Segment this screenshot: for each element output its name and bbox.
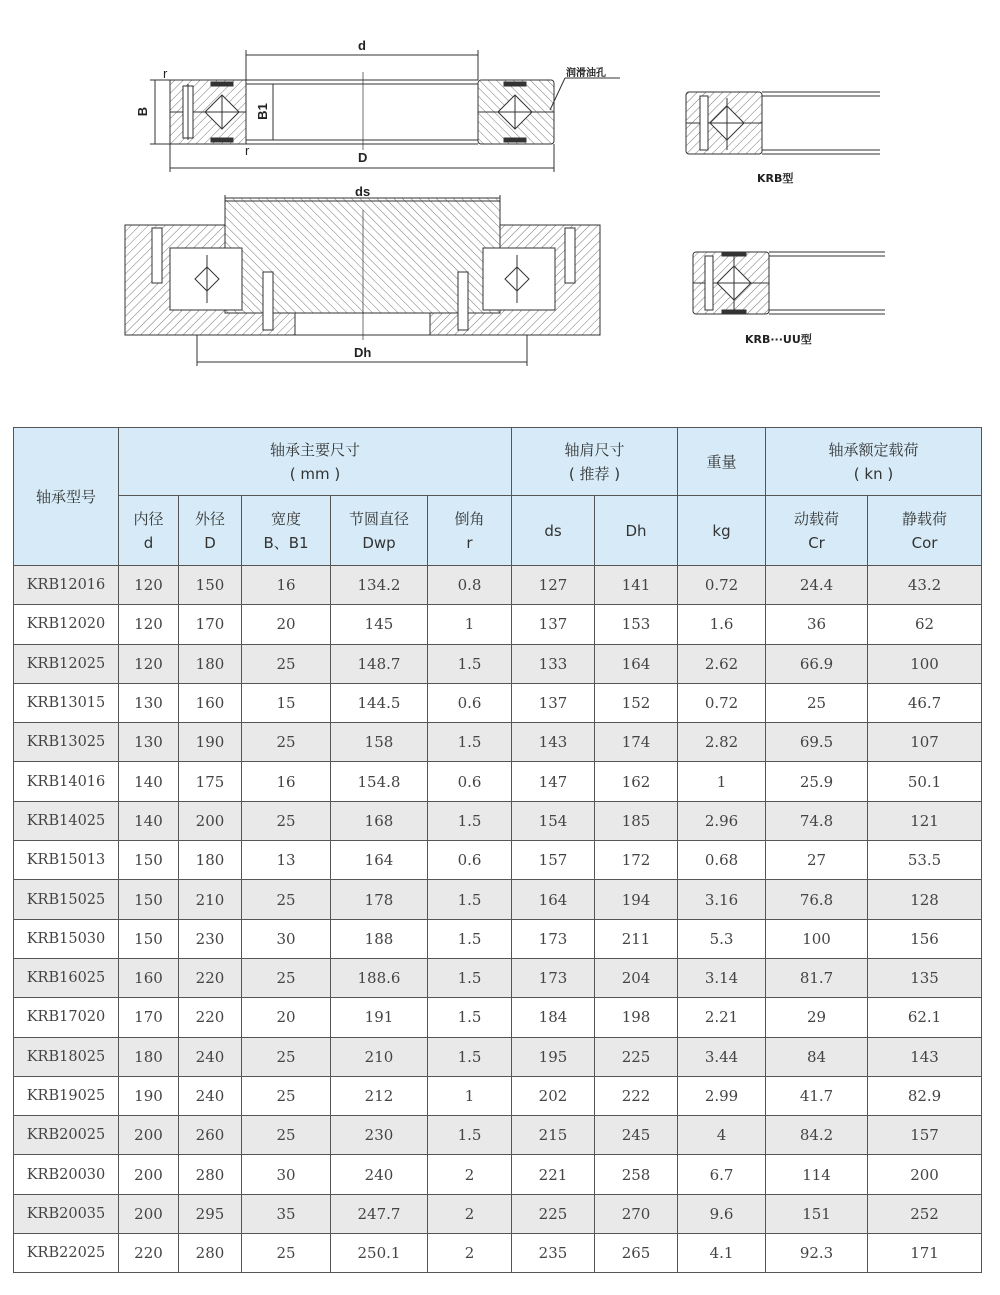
cell-pitch-dia: 148.7 [331,644,428,683]
cell-inner-dia: 120 [119,566,179,605]
cell-chamfer: 1 [428,1076,512,1115]
cell-width: 30 [242,919,331,958]
cell-pitch-dia: 247.7 [331,1194,428,1233]
cell-inner-dia: 150 [119,880,179,919]
cell-pitch-dia: 145 [331,605,428,644]
cell-weight: 4.1 [678,1234,766,1273]
cell-dh: 198 [595,998,678,1037]
cell-static-load: 143 [868,1037,982,1076]
cell-dh: 270 [595,1194,678,1233]
cell-weight: 1 [678,762,766,801]
cell-weight: 2.82 [678,723,766,762]
cell-width: 25 [242,1116,331,1155]
table-row [14,1076,982,1115]
cell-model: KRB16025 [14,958,119,997]
cell-inner-dia: 130 [119,723,179,762]
header-dynamic-load: 动载荷 Cr [766,496,868,566]
cell-ds: 137 [512,683,595,722]
table-row [14,801,982,840]
cell-static-load: 43.2 [868,566,982,605]
cell-outer-dia: 200 [179,801,242,840]
table-row [14,683,982,722]
cell-weight: 0.68 [678,841,766,880]
cell-width: 25 [242,723,331,762]
cell-width: 25 [242,1076,331,1115]
cell-model: KRB17020 [14,998,119,1037]
cell-outer-dia: 210 [179,880,242,919]
cell-dh: 194 [595,880,678,919]
table-row [14,1194,982,1233]
dim-label-B: B [135,106,151,117]
cell-static-load: 128 [868,880,982,919]
cell-ds: 184 [512,998,595,1037]
cell-dh: 153 [595,605,678,644]
cell-dh: 174 [595,723,678,762]
cell-chamfer: 1.5 [428,801,512,840]
header-width: 宽度 B、B1 [242,496,331,566]
cell-dynamic-load: 29 [766,998,868,1037]
cell-static-load: 50.1 [868,762,982,801]
cell-outer-dia: 280 [179,1155,242,1194]
cell-static-load: 107 [868,723,982,762]
cell-chamfer: 2 [428,1155,512,1194]
cell-dynamic-load: 151 [766,1194,868,1233]
cell-chamfer: 1.5 [428,1116,512,1155]
cell-pitch-dia: 178 [331,880,428,919]
cell-ds: 143 [512,723,595,762]
cell-inner-dia: 200 [119,1155,179,1194]
cell-dynamic-load: 92.3 [766,1234,868,1273]
cell-static-load: 53.5 [868,841,982,880]
cell-model: KRB22025 [14,1234,119,1273]
dim-label-B1: B1 [254,103,270,120]
cell-ds: 235 [512,1234,595,1273]
header-load: 轴承额定载荷 ( kn ) [766,428,982,496]
cell-pitch-dia: 164 [331,841,428,880]
table-row [14,958,982,997]
cell-dynamic-load: 74.8 [766,801,868,840]
cell-dynamic-load: 69.5 [766,723,868,762]
cell-inner-dia: 120 [119,605,179,644]
cell-dynamic-load: 66.9 [766,644,868,683]
cell-pitch-dia: 230 [331,1116,428,1155]
cell-inner-dia: 140 [119,762,179,801]
bearing-drawings [0,0,1000,400]
cell-chamfer: 0.6 [428,683,512,722]
cell-model: KRB12016 [14,566,119,605]
cell-model: KRB19025 [14,1076,119,1115]
cell-ds: 225 [512,1194,595,1233]
krb-uu-type-drawing [693,252,885,314]
dim-label-r-top: r [163,66,168,81]
table-row [14,1234,982,1273]
cell-model: KRB12020 [14,605,119,644]
cell-dynamic-load: 24.4 [766,566,868,605]
table-body [14,566,982,1273]
cell-width: 25 [242,644,331,683]
cell-outer-dia: 175 [179,762,242,801]
cell-dh: 164 [595,644,678,683]
cell-ds: 202 [512,1076,595,1115]
cell-weight: 3.14 [678,958,766,997]
cell-weight: 2.96 [678,801,766,840]
table-row [14,919,982,958]
cell-pitch-dia: 158 [331,723,428,762]
cell-pitch-dia: 250.1 [331,1234,428,1273]
table-row [14,841,982,880]
cell-width: 35 [242,1194,331,1233]
main-section-drawing [150,50,620,172]
cell-dh: 225 [595,1037,678,1076]
header-weight: 重量 [678,428,766,496]
cell-model: KRB13025 [14,723,119,762]
cell-outer-dia: 240 [179,1037,242,1076]
cell-chamfer: 1.5 [428,723,512,762]
cell-dh: 204 [595,958,678,997]
cell-width: 15 [242,683,331,722]
bearing-spec-table [13,427,982,1273]
cell-static-load: 46.7 [868,683,982,722]
cell-dynamic-load: 27 [766,841,868,880]
cell-inner-dia: 130 [119,683,179,722]
cell-chamfer: 0.6 [428,762,512,801]
cell-model: KRB18025 [14,1037,119,1076]
table-row [14,566,982,605]
cell-inner-dia: 140 [119,801,179,840]
cell-dynamic-load: 25 [766,683,868,722]
table-row [14,1116,982,1155]
cell-width: 25 [242,1234,331,1273]
cell-weight: 3.16 [678,880,766,919]
cell-dynamic-load: 76.8 [766,880,868,919]
dim-label-ds: ds [355,184,371,199]
cell-width: 25 [242,958,331,997]
cell-ds: 157 [512,841,595,880]
cell-dh: 141 [595,566,678,605]
cell-outer-dia: 180 [179,841,242,880]
cell-dh: 222 [595,1076,678,1115]
cell-model: KRB20030 [14,1155,119,1194]
cell-outer-dia: 260 [179,1116,242,1155]
cell-weight: 3.44 [678,1037,766,1076]
cell-weight: 6.7 [678,1155,766,1194]
cell-model: KRB14016 [14,762,119,801]
header-chamfer: 倒角 r [428,496,512,566]
cell-static-load: 100 [868,644,982,683]
cell-pitch-dia: 188.6 [331,958,428,997]
cell-outer-dia: 160 [179,683,242,722]
cell-outer-dia: 240 [179,1076,242,1115]
krb-uu-type-caption: KRB···UU型 [745,333,812,346]
krb-type-caption: KRB型 [757,172,794,185]
cell-weight: 2.99 [678,1076,766,1115]
cell-width: 20 [242,605,331,644]
header-shoulder: 轴肩尺寸 ( 推荐 ) [512,428,678,496]
cell-pitch-dia: 168 [331,801,428,840]
cell-chamfer: 2 [428,1234,512,1273]
cell-ds: 137 [512,605,595,644]
cell-inner-dia: 150 [119,841,179,880]
cell-dh: 162 [595,762,678,801]
cell-static-load: 200 [868,1155,982,1194]
cell-chamfer: 0.8 [428,566,512,605]
header-inner-dia: 内径 d [119,496,179,566]
cell-dynamic-load: 84.2 [766,1116,868,1155]
cell-weight: 5.3 [678,919,766,958]
cell-static-load: 135 [868,958,982,997]
cell-outer-dia: 180 [179,644,242,683]
cell-dh: 152 [595,683,678,722]
cell-chamfer: 0.6 [428,841,512,880]
cell-width: 25 [242,880,331,919]
cell-width: 16 [242,762,331,801]
cell-outer-dia: 295 [179,1194,242,1233]
dim-label-Dh: Dh [354,345,372,360]
cell-dh: 185 [595,801,678,840]
cell-width: 25 [242,1037,331,1076]
cell-chamfer: 1.5 [428,958,512,997]
cell-ds: 154 [512,801,595,840]
cell-dh: 172 [595,841,678,880]
drawing-canvas [0,0,1000,400]
cell-model: KRB15025 [14,880,119,919]
cell-dynamic-load: 36 [766,605,868,644]
cell-chamfer: 1.5 [428,1037,512,1076]
cell-ds: 173 [512,958,595,997]
cell-outer-dia: 170 [179,605,242,644]
cell-inner-dia: 160 [119,958,179,997]
cell-inner-dia: 150 [119,919,179,958]
cell-dh: 258 [595,1155,678,1194]
cell-model: KRB15030 [14,919,119,958]
table-row [14,1037,982,1076]
table-row [14,1155,982,1194]
cell-pitch-dia: 188 [331,919,428,958]
dim-label-r-bottom: r [245,143,250,158]
cell-static-load: 156 [868,919,982,958]
cell-dynamic-load: 41.7 [766,1076,868,1115]
cell-static-load: 62.1 [868,998,982,1037]
cell-chamfer: 1 [428,605,512,644]
cell-chamfer: 1.5 [428,919,512,958]
header-model: 轴承型号 [14,428,119,566]
cell-weight: 0.72 [678,683,766,722]
cell-ds: 127 [512,566,595,605]
cell-static-load: 157 [868,1116,982,1155]
table-row [14,762,982,801]
cell-dh: 211 [595,919,678,958]
cell-pitch-dia: 154.8 [331,762,428,801]
cell-outer-dia: 230 [179,919,242,958]
cell-ds: 147 [512,762,595,801]
cell-chamfer: 1.5 [428,644,512,683]
cell-weight: 2.62 [678,644,766,683]
cell-outer-dia: 220 [179,958,242,997]
table-row [14,644,982,683]
cell-static-load: 252 [868,1194,982,1233]
cell-inner-dia: 220 [119,1234,179,1273]
cell-dynamic-load: 100 [766,919,868,958]
cell-chamfer: 1.5 [428,880,512,919]
cell-pitch-dia: 134.2 [331,566,428,605]
cell-chamfer: 2 [428,1194,512,1233]
cell-pitch-dia: 191 [331,998,428,1037]
cell-static-load: 82.9 [868,1076,982,1115]
header-outer-dia: 外径 D [179,496,242,566]
cell-pitch-dia: 240 [331,1155,428,1194]
cell-model: KRB12025 [14,644,119,683]
header-pitch-dia: 节圆直径 Dwp [331,496,428,566]
cell-dynamic-load: 81.7 [766,958,868,997]
cell-static-load: 121 [868,801,982,840]
cell-dynamic-load: 25.9 [766,762,868,801]
mounting-section-drawing [125,195,600,366]
table-row [14,998,982,1037]
cell-ds: 133 [512,644,595,683]
cell-pitch-dia: 144.5 [331,683,428,722]
cell-dynamic-load: 84 [766,1037,868,1076]
cell-width: 25 [242,801,331,840]
cell-ds: 195 [512,1037,595,1076]
cell-static-load: 171 [868,1234,982,1273]
cell-dh: 265 [595,1234,678,1273]
cell-weight: 1.6 [678,605,766,644]
cell-pitch-dia: 212 [331,1076,428,1115]
cell-inner-dia: 190 [119,1076,179,1115]
cell-model: KRB14025 [14,801,119,840]
header-main-dims: 轴承主要尺寸 ( mm ) [119,428,512,496]
cell-dynamic-load: 114 [766,1155,868,1194]
cell-width: 20 [242,998,331,1037]
table-row [14,723,982,762]
cell-weight: 2.21 [678,998,766,1037]
cell-inner-dia: 170 [119,998,179,1037]
cell-ds: 215 [512,1116,595,1155]
cell-inner-dia: 180 [119,1037,179,1076]
cell-ds: 221 [512,1155,595,1194]
cell-model: KRB15013 [14,841,119,880]
table-row [14,880,982,919]
cell-pitch-dia: 210 [331,1037,428,1076]
cell-inner-dia: 200 [119,1194,179,1233]
cell-outer-dia: 190 [179,723,242,762]
cell-weight: 4 [678,1116,766,1155]
cell-outer-dia: 220 [179,998,242,1037]
cell-width: 13 [242,841,331,880]
header-ds: ds [512,496,595,566]
cell-width: 30 [242,1155,331,1194]
header-static-load: 静载荷 Cor [868,496,982,566]
cell-chamfer: 1.5 [428,998,512,1037]
cell-ds: 173 [512,919,595,958]
cell-outer-dia: 280 [179,1234,242,1273]
cell-dh: 245 [595,1116,678,1155]
dim-label-D: D [358,150,368,165]
cell-model: KRB20025 [14,1116,119,1155]
cell-inner-dia: 200 [119,1116,179,1155]
cell-model: KRB13015 [14,683,119,722]
lube-hole-callout: 润滑油孔 [566,68,606,79]
header-dh: Dh [595,496,678,566]
table-row [14,605,982,644]
cell-width: 16 [242,566,331,605]
cell-model: KRB20035 [14,1194,119,1233]
cell-weight: 0.72 [678,566,766,605]
cell-ds: 164 [512,880,595,919]
cell-weight: 9.6 [678,1194,766,1233]
cell-static-load: 62 [868,605,982,644]
cell-inner-dia: 120 [119,644,179,683]
dim-label-d: d [358,38,366,53]
cell-outer-dia: 150 [179,566,242,605]
header-kg: kg [678,496,766,566]
krb-type-drawing [686,92,880,154]
